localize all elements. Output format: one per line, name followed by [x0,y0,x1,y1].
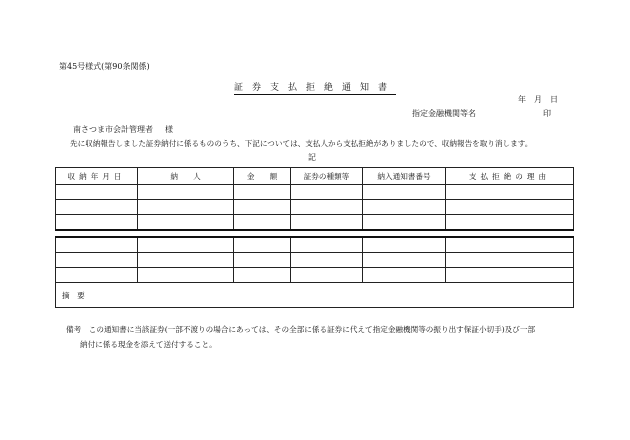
table-row [56,253,574,268]
notes-line-1: 備考 この通知書に当該証券(一部不渡りの場合にあっては、その全部に係る証券に代えて指定金融機関等の振り出す保証小切手)及び一部 [66,325,536,334]
report-table [55,167,574,308]
header-refusal-reason: 支払拒絶の理由 [446,168,574,185]
table-row [56,268,574,283]
summary-label: 摘 要 [56,283,574,308]
intro-text: 先に収納報告しました証券納付に係るもののうち、下記については、支払人から支払拒絶がありましたので、収納報告を取り消します。 [70,139,533,148]
table-header-row [56,168,574,185]
header-payer: 納 人 [138,168,234,185]
notes [66,322,535,352]
table-row [56,185,574,200]
header-receipt-date: 収納年月日 [56,168,138,185]
seal-mark: 印 [543,109,551,118]
document-title-text: 証券支払拒絶通知書 [233,83,396,93]
form-number: 第45号様式(第90条関係) [59,62,150,71]
table-row [56,200,574,215]
summary-row [56,283,574,308]
header-notice-number: 納入通知書番号 [363,168,446,185]
addressee-name: 南さつま市会計管理者 [73,125,153,134]
ki-mark: 記 [308,153,316,162]
addressee-honorific: 様 [165,125,173,134]
table-row [56,215,574,231]
header-amount: 金 額 [234,168,291,185]
table-separator [56,230,574,237]
document-title [0,80,630,93]
bank-name-label: 指定金融機関等名 [412,109,476,118]
header-security-type: 証券の種類等 [291,168,363,185]
table-row [56,237,574,253]
notes-line-2: 納付に係る現金を添えて送付すること。 [80,340,217,349]
addressee [73,124,173,135]
date-line: 年 月 日 [518,95,558,104]
